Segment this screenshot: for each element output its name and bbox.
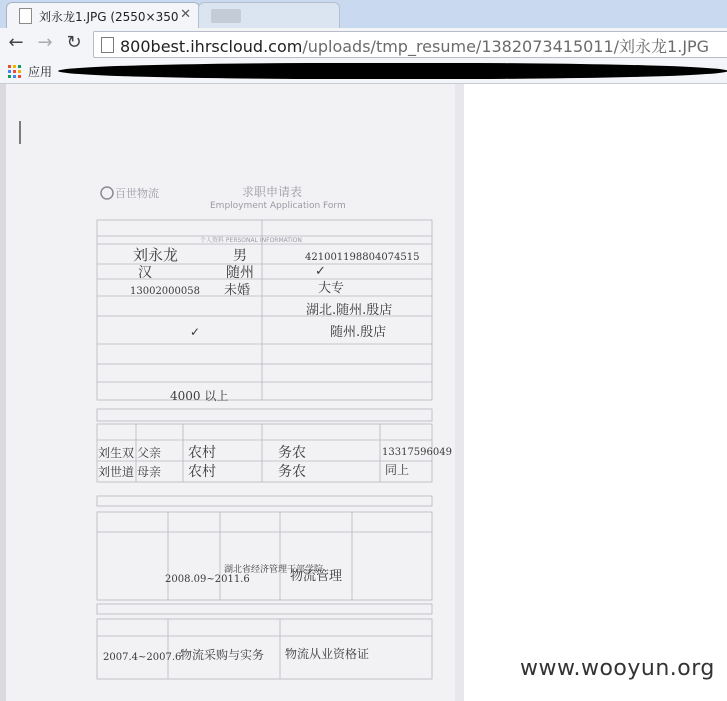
tab-title: 刘永龙1.JPG (2550×350 [39,10,179,24]
hw-family1-work: 农村 [188,445,216,461]
forward-button[interactable]: → [37,32,53,53]
file-icon [19,8,32,24]
address-bar[interactable] [93,31,727,58]
hw-phone: 13002000058 [130,286,200,297]
hw-family2-work: 农村 [188,464,216,480]
hw-family2-name: 刘世道 [98,465,135,479]
hw-marital: 未婚 [224,283,251,298]
hw-family2-relation: 母亲 [137,465,162,479]
hw-train-course: 物流采购与实务 [180,648,265,662]
hw-address-2: 随州.殷店 [330,325,387,340]
url-path: /uploads/tmp_resume/1382073415011/刘永龙1.JPG [302,37,710,56]
url-text[interactable] [120,34,709,57]
apps-grid-icon[interactable] [8,65,21,78]
form-title-cn: 求职申请表 [242,185,303,199]
hw-family2-job: 务农 [278,464,306,480]
hw-edu-period: 2008.09~2011.6 [165,574,250,585]
hw-family1-name: 刘生双 [98,446,135,460]
hw-family2-phone: 同上 [385,463,410,477]
reload-button[interactable]: ↻ [66,32,82,53]
form-title-en: Employment Application Form [210,201,346,211]
hw-address-1: 湖北.随州.殷店 [306,303,393,318]
hw-edu-school: 湖北省经济管理干部学院 [224,565,324,575]
hw-family1-relation: 父亲 [137,446,162,460]
tab-inactive[interactable] [198,2,340,29]
section-personal-label: 个人资料 PERSONAL INFORMATION [200,237,302,244]
redacted-bookmarks [58,63,727,79]
hw-gender: 男 [233,248,247,264]
image-viewer [0,84,727,701]
hw-name: 刘永龙 [133,246,179,264]
hw-id-number: 421001198804074515 [305,252,420,263]
hw-nation: 汉 [138,265,152,281]
hw-train-cert: 物流从业资格证 [285,647,370,661]
tab-active[interactable] [6,2,200,29]
url-host: 800best.ihrscloud.com [120,37,303,56]
watermark: www.wooyun.org [520,656,715,681]
hw-education: 大专 [318,281,345,296]
hw-family1-phone: 13317596049 [382,447,452,458]
blurred-tab-icon [211,9,241,23]
close-icon[interactable]: ✕ [180,7,191,22]
hw-check-2: ✓ [190,325,201,339]
tab-strip [0,0,727,28]
bookmarks-bar [0,59,727,84]
logo-text: 百世物流 [115,187,159,200]
hw-check-1: ✓ [315,264,326,279]
hw-salary: 4000 以上 [170,389,229,403]
page-icon [101,37,114,53]
apps-label[interactable]: 应用 [28,65,53,79]
hw-edu-major: 物流管理 [290,569,343,584]
toolbar [0,28,727,59]
hw-family1-job: 务农 [278,445,306,461]
hw-birthplace: 随州 [226,265,254,281]
hw-train-period: 2007.4~2007.6 [103,652,182,663]
back-button[interactable]: ← [8,32,24,53]
scanned-application-form [0,84,464,701]
